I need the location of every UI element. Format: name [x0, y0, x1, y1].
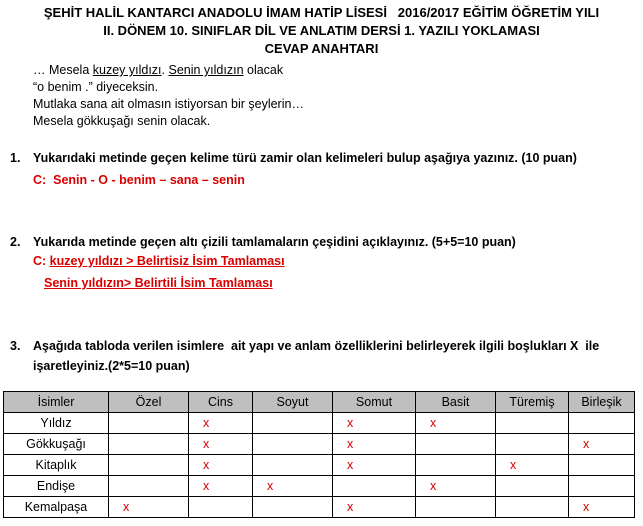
column-header: Soyut	[253, 392, 333, 413]
question-2: 2. Yukarıda metinde geçen altı çizili tamlamaların çeşidini açıklayınız. (5+5=10 puan)	[10, 235, 516, 249]
column-header: İsimler	[4, 392, 109, 413]
noun-cell: Gökkuşağı	[4, 434, 109, 455]
noun-cell: Endişe	[4, 476, 109, 497]
mark-cell: x	[333, 497, 416, 518]
mark-cell	[569, 455, 635, 476]
mark-cell: x	[569, 434, 635, 455]
question-3-line-2: işaretleyiniz.(2*5=10 puan)	[33, 359, 190, 373]
mark-cell: x	[333, 434, 416, 455]
table-row	[4, 413, 635, 434]
mark-cell	[496, 497, 569, 518]
mark-cell	[496, 413, 569, 434]
underlined-phrase-2: Senin yıldızın	[168, 63, 244, 77]
noun-cell: Kemalpaşa	[4, 497, 109, 518]
column-header: Basit	[416, 392, 496, 413]
column-header: Özel	[109, 392, 189, 413]
mark-cell: x	[333, 413, 416, 434]
mark-cell: x	[189, 434, 253, 455]
mark-cell: x	[333, 455, 416, 476]
column-header: Somut	[333, 392, 416, 413]
mark-cell: x	[416, 413, 496, 434]
poem-line-4: Mesela gökkuşağı senin olacak.	[33, 114, 211, 128]
mark-cell	[333, 476, 416, 497]
mark-cell	[109, 476, 189, 497]
mark-cell	[496, 476, 569, 497]
mark-cell	[416, 434, 496, 455]
answer-2-line-2: Senin yıldızın> Belirtili İsim Tamlaması	[44, 276, 273, 290]
poem-line-3: Mutlaka sana ait olmasın istiyorsan bir şeylerin…	[33, 97, 304, 111]
question-3: 3. Aşağıda tabloda verilen isimlere ait yapı ve anlam özelliklerini belirleyerek ilgili boşlukları X ile	[10, 339, 600, 353]
mark-cell	[416, 497, 496, 518]
poem-line-1: … Mesela kuzey yıldızı. Senin yıldızın olacak	[33, 63, 284, 77]
header-answer-key: CEVAP ANAHTARI	[264, 41, 379, 56]
table-header-row	[4, 392, 635, 413]
mark-cell	[569, 413, 635, 434]
mark-cell	[253, 497, 333, 518]
question-1: 1. Yukarıdaki metinde geçen kelime türü zamir olan kelimeleri bulup aşağıya yazınız. (10 puan)	[10, 151, 577, 165]
table-row	[4, 476, 635, 497]
header-exam-line: II. DÖNEM 10. SINIFLAR DİL VE ANLATIM DERSİ 1. YAZILI YOKLAMASI	[103, 23, 540, 38]
noun-cell: Yıldız	[4, 413, 109, 434]
table-row	[4, 434, 635, 455]
mark-cell	[109, 434, 189, 455]
mark-cell: x	[253, 476, 333, 497]
column-header: Cins	[189, 392, 253, 413]
mark-cell	[109, 413, 189, 434]
mark-cell: x	[569, 497, 635, 518]
answer-2-line-1: C: kuzey yıldızı > Belirtisiz İsim Tamlaması	[33, 254, 285, 268]
mark-cell	[569, 476, 635, 497]
noun-cell: Kitaplık	[4, 455, 109, 476]
mark-cell	[189, 497, 253, 518]
mark-cell: x	[416, 476, 496, 497]
underlined-phrase-1: kuzey yıldızı	[92, 63, 162, 77]
answer-1: C: Senin - O - benim – sana – senin	[33, 173, 245, 187]
column-header: Türemiş	[496, 392, 569, 413]
mark-cell	[253, 455, 333, 476]
mark-cell: x	[189, 413, 253, 434]
mark-cell	[109, 455, 189, 476]
mark-cell: x	[109, 497, 189, 518]
table-row	[4, 455, 635, 476]
mark-cell	[496, 434, 569, 455]
noun-features-table	[3, 391, 635, 518]
mark-cell	[253, 413, 333, 434]
poem-line-2: “o benim .” diyeceksin.	[33, 80, 159, 94]
header-school-line: ŞEHİT HALİL KANTARCI ANADOLU İMAM HATİP LİSESİ 2016/2017 EĞİTİM ÖĞRETİM YILI	[43, 5, 600, 20]
mark-cell	[416, 455, 496, 476]
table-row	[4, 497, 635, 518]
mark-cell: x	[189, 476, 253, 497]
mark-cell: x	[496, 455, 569, 476]
mark-cell: x	[189, 455, 253, 476]
mark-cell	[253, 434, 333, 455]
column-header: Birleşik	[569, 392, 635, 413]
